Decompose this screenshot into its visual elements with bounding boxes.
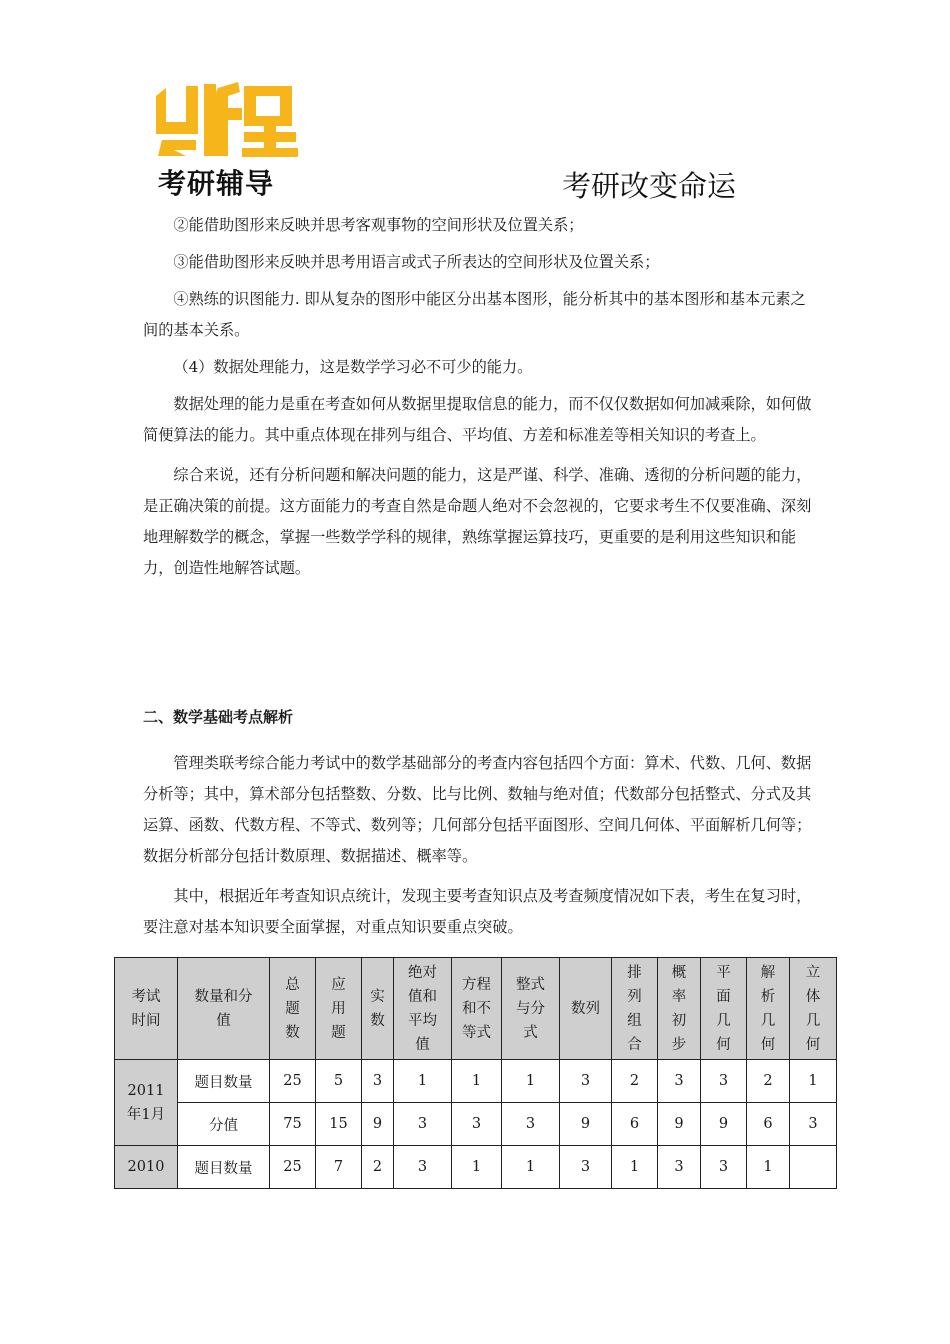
value-cell: 75 — [270, 1103, 316, 1146]
table-row — [115, 1146, 837, 1189]
label-cell: 题目数量 — [178, 1146, 270, 1189]
label-cell: 分值 — [178, 1103, 270, 1146]
exam-statistics-table — [114, 957, 837, 1189]
value-cell: 9 — [362, 1103, 394, 1146]
header-cell: 绝对值和平均值 — [394, 958, 452, 1060]
value-cell: 3 — [790, 1103, 837, 1146]
value-cell: 3 — [394, 1146, 452, 1189]
value-cell: 3 — [658, 1060, 701, 1103]
value-cell: 25 — [270, 1060, 316, 1103]
body-text-bottom — [143, 748, 813, 943]
value-cell: 3 — [560, 1060, 612, 1103]
header-cell: 考试时间 — [115, 958, 178, 1060]
logo — [150, 78, 300, 198]
slogan: 考研改变命运 — [562, 169, 737, 203]
time-cell: 2010 — [115, 1146, 178, 1189]
value-cell: 3 — [658, 1146, 701, 1189]
value-cell: 3 — [394, 1103, 452, 1146]
paragraph: 其中，根据近年考查知识点统计，发现主要考查知识点及考查频度情况如下表，考生在复习时，要注意对基本知识要全面掌握，对重点知识要重点突破。 — [143, 887, 812, 936]
value-cell: 15 — [316, 1103, 362, 1146]
value-cell: 3 — [502, 1103, 560, 1146]
paragraph: （4）数据处理能力，这是数学学习必不可少的能力。 — [173, 358, 533, 376]
value-cell: 2 — [612, 1060, 658, 1103]
value-cell: 3 — [701, 1060, 747, 1103]
value-cell: 9 — [560, 1103, 612, 1146]
value-cell: 1 — [452, 1146, 502, 1189]
section-heading: 二、数学基础考点解析 — [143, 708, 294, 726]
paragraph: 综合来说，还有分析问题和解决问题的能力，这是严谨、科学、准确、透彻的分析问题的能力，是正确决策的前提。这方面能力的考查自然是命题人绝对不会忽视的，它要求考生不仅要准确、深刻地理解数学的概念，掌握一些数学学科的规律，熟练掌握运算技巧，更重要的是利用这些知识和能力，创造性地解答试题。 — [143, 466, 812, 577]
value-cell: 1 — [502, 1146, 560, 1189]
header-cell: 排列组合 — [612, 958, 658, 1060]
value-cell: 1 — [502, 1060, 560, 1103]
value-cell: 3 — [701, 1146, 747, 1189]
value-cell: 3 — [362, 1060, 394, 1103]
paragraph: ③能借助图形来反映并思考用语言或式子所表达的空间形状及位置关系； — [173, 253, 660, 271]
value-cell: 3 — [560, 1146, 612, 1189]
header-cell: 整式与分式 — [502, 958, 560, 1060]
value-cell: 1 — [612, 1146, 658, 1189]
value-cell: 1 — [790, 1060, 837, 1103]
header-cell: 数列 — [560, 958, 612, 1060]
header-cell: 实数 — [362, 958, 394, 1060]
value-cell: 3 — [452, 1103, 502, 1146]
header-cell: 平面几何 — [701, 958, 747, 1060]
header-cell: 数量和分值 — [178, 958, 270, 1060]
header-cell: 方程和不等式 — [452, 958, 502, 1060]
value-cell: 2 — [362, 1146, 394, 1189]
logo-mark-graphic — [152, 78, 298, 158]
paragraph: ②能借助图形来反映并思考客观事物的空间形状及位置关系； — [173, 216, 584, 234]
table-row — [115, 1103, 837, 1146]
value-cell: 9 — [658, 1103, 701, 1146]
value-cell: 25 — [270, 1146, 316, 1189]
value-cell: 6 — [747, 1103, 790, 1146]
value-cell: 6 — [612, 1103, 658, 1146]
label-cell: 题目数量 — [178, 1060, 270, 1103]
paragraph: ④熟练的识图能力. 即从复杂的图形中能区分出基本图形，能分析其中的基本图形和基本元素之间的基本关系。 — [143, 290, 806, 339]
time-cell: 2011年1月 — [115, 1060, 178, 1146]
paragraph: 数据处理的能力是重在考查如何从数据里提取信息的能力，而不仅仅数据如何加减乘除，如何做简便算法的能力。其中重点体现在排列与组合、平均值、方差和标准差等相关知识的考查上。 — [143, 395, 812, 444]
header-cell: 总题数 — [270, 958, 316, 1060]
table-header-row — [115, 958, 837, 1060]
value-cell: 1 — [747, 1146, 790, 1189]
value-cell — [790, 1146, 837, 1189]
header-cell: 应用题 — [316, 958, 362, 1060]
body-text-top — [143, 210, 813, 584]
logo-subtitle: 考研辅导 — [158, 167, 275, 200]
paragraph: 管理类联考综合能力考试中的数学基础部分的考查内容包括四个方面：算术、代数、几何、数据分析等；其中，算术部分包括整数、分数、比与比例、数轴与绝对值；代数部分包括整式、分式及其运算、函数、代数方程、不等式、数列等；几何部分包括平面图形、空间几何体、平面解析几何等；数据分析部分包括计数原理、数据描述、概率等。 — [143, 754, 812, 865]
header-cell: 解析几何 — [747, 958, 790, 1060]
value-cell: 7 — [316, 1146, 362, 1189]
header-cell: 概率初步 — [658, 958, 701, 1060]
value-cell: 9 — [701, 1103, 747, 1146]
header-cell: 立体几何 — [790, 958, 837, 1060]
value-cell: 1 — [452, 1060, 502, 1103]
value-cell: 5 — [316, 1060, 362, 1103]
table-row — [115, 1060, 837, 1103]
value-cell: 2 — [747, 1060, 790, 1103]
value-cell: 1 — [394, 1060, 452, 1103]
